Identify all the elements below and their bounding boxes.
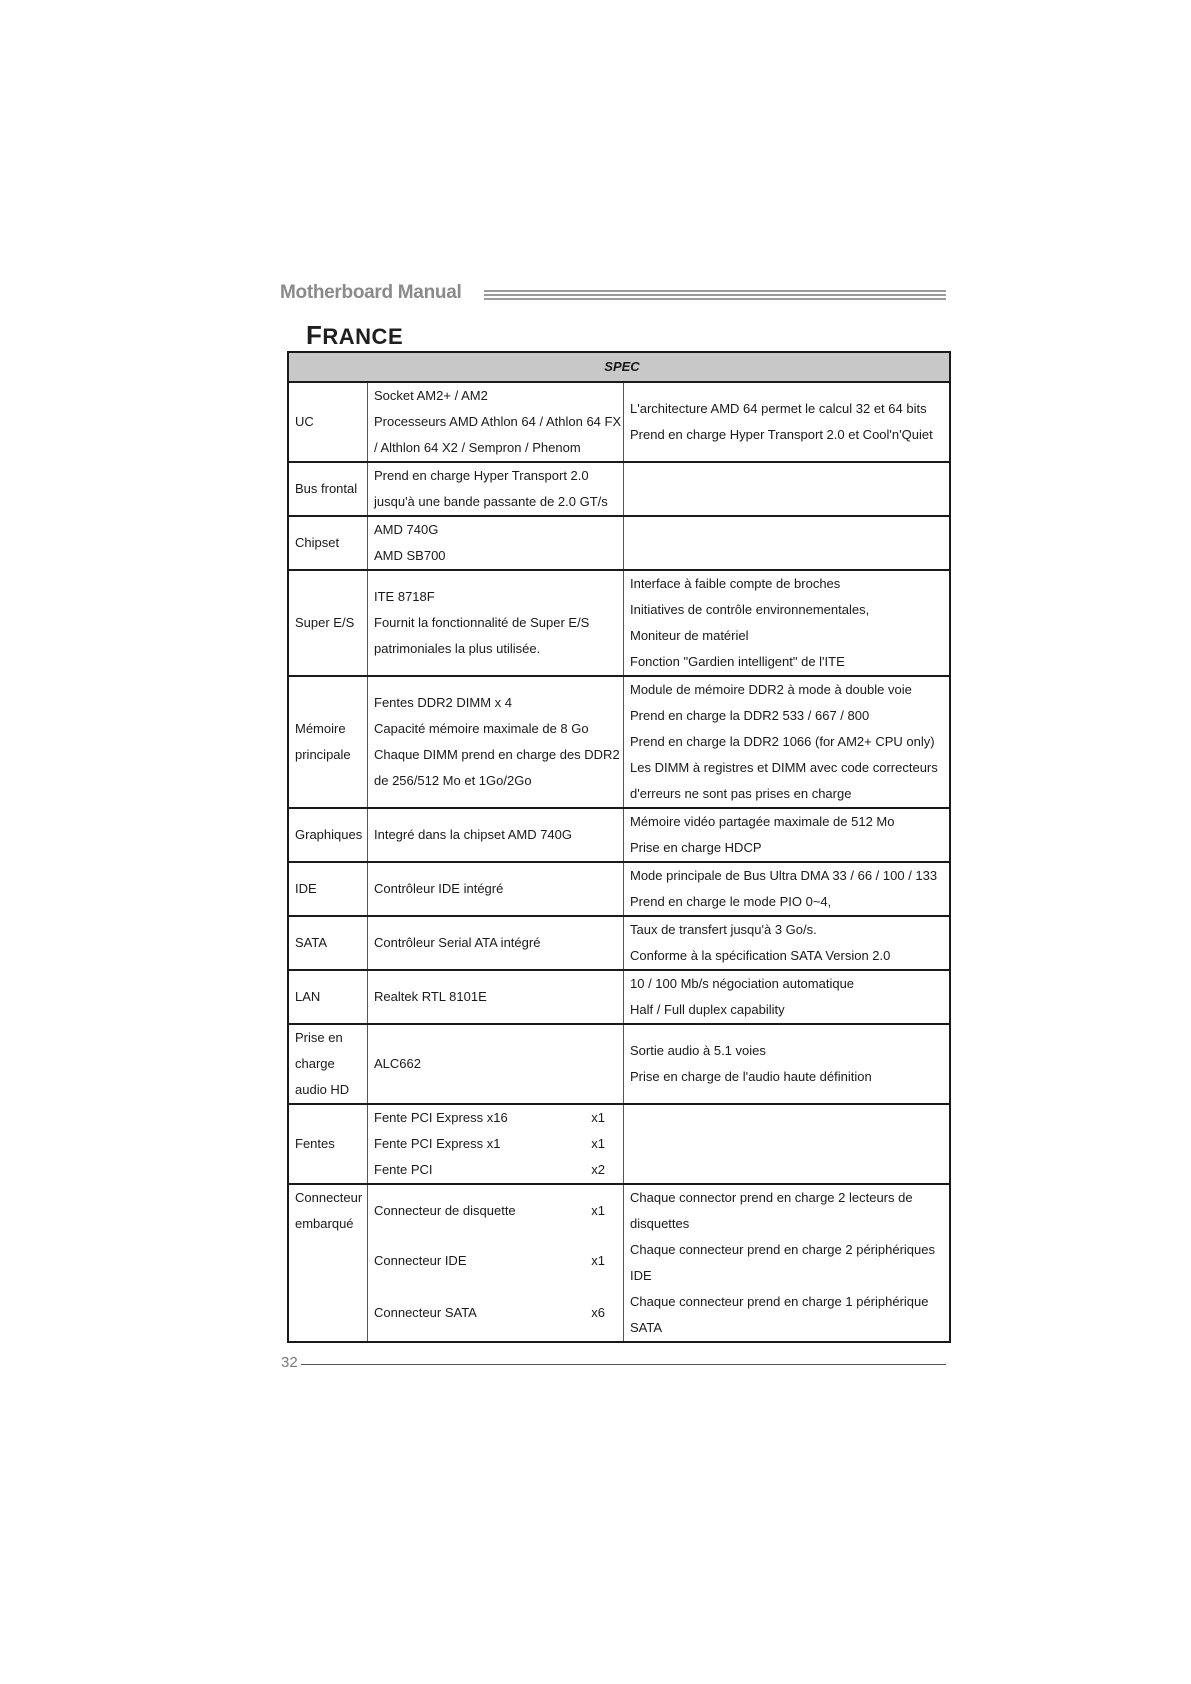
slot-qty: x1 (591, 1110, 605, 1125)
spec-feature-line: Prend en charge le mode PIO 0~4, (630, 894, 832, 909)
spec-value-line: Prend en charge Hyper Transport 2.0 (374, 468, 589, 483)
spec-row (288, 516, 950, 570)
spec-value-line: jusqu'à une bande passante de 2.0 GT/s (374, 494, 608, 509)
slot-name: Fente PCI (374, 1162, 433, 1177)
connector-qty: x1 (591, 1253, 605, 1268)
spec-value-line: AMD 740G (374, 522, 439, 537)
spec-value (368, 1104, 624, 1184)
spec-feature-line: disquettes (630, 1216, 690, 1231)
spec-value-line: Realtek RTL 8101E (374, 989, 487, 1004)
spec-label-line: Chipset (295, 535, 340, 550)
spec-row (288, 916, 950, 970)
spec-label (288, 970, 368, 1024)
spec-feature-line: 10 / 100 Mb/s négociation automatique (630, 976, 855, 991)
spec-row-connectors (288, 1184, 950, 1342)
spec-feature (624, 970, 951, 1024)
connector-item (374, 1235, 623, 1287)
spec-label-line: audio HD (295, 1082, 350, 1097)
spec-feature-line: Chaque connector prend en charge 2 lecteurs de (630, 1190, 913, 1205)
spec-row (288, 1024, 950, 1104)
spec-feature (624, 1104, 951, 1184)
connector-qty: x1 (591, 1203, 605, 1218)
spec-value-line: Socket AM2+ / AM2 (374, 388, 488, 403)
spec-table (287, 351, 951, 1343)
spec-label-line: Prise en (295, 1030, 343, 1045)
spec-value (368, 462, 624, 516)
slot-item (374, 1105, 623, 1131)
spec-feature-line: IDE (630, 1268, 652, 1283)
spec-feature-line: Chaque connecteur prend en charge 2 périphériques (630, 1242, 935, 1257)
spec-row-slots (288, 1104, 950, 1184)
spec-label (288, 862, 368, 916)
spec-feature-line: Les DIMM à registres et DIMM avec code correcteurs (630, 760, 938, 775)
spec-feature-line: Prise en charge de l'audio haute définition (630, 1069, 872, 1084)
spec-label-line: Super E/S (295, 615, 355, 630)
spec-label (288, 1184, 368, 1342)
spec-feature-line: Fonction "Gardien intelligent" de l'ITE (630, 654, 845, 669)
spec-feature (624, 808, 951, 862)
spec-feature (624, 1024, 951, 1104)
slot-qty: x1 (591, 1136, 605, 1151)
connector-name: Connecteur SATA (374, 1305, 477, 1320)
spec-label-line: Fentes (295, 1136, 335, 1151)
spec-value-line: ALC662 (374, 1056, 421, 1071)
spec-value-line: Contrôleur Serial ATA intégré (374, 935, 541, 950)
spec-feature-line: Mode principale de Bus Ultra DMA 33 / 66 / 100 / 133 (630, 868, 938, 883)
spec-label-line: Mémoire (295, 721, 346, 736)
spec-value (368, 382, 624, 462)
spec-feature-line: Chaque connecteur prend en charge 1 périphérique (630, 1294, 929, 1309)
spec-value (368, 862, 624, 916)
spec-value-line: Processeurs AMD Athlon 64 / Athlon 64 FX (374, 414, 622, 429)
spec-row (288, 570, 950, 676)
spec-label (288, 1024, 368, 1104)
slot-item (374, 1131, 623, 1157)
spec-value (368, 570, 624, 676)
connector-feature (630, 1289, 949, 1341)
spec-label-line: Bus frontal (295, 481, 358, 496)
spec-feature-line: Moniteur de matériel (630, 628, 749, 643)
spec-value-line: / Althlon 64 X2 / Sempron / Phenom (374, 440, 581, 455)
connector-item (374, 1287, 623, 1339)
spec-value (368, 1184, 624, 1342)
spec-value-line: AMD SB700 (374, 548, 446, 563)
spec-value-line: Fournit la fonctionnalité de Super E/S (374, 615, 590, 630)
spec-feature-line: L'architecture AMD 64 permet le calcul 32 et 64 bits (630, 401, 927, 416)
spec-value-line: Capacité mémoire maximale de 8 Go (374, 721, 589, 736)
spec-row (288, 862, 950, 916)
spec-label (288, 516, 368, 570)
spec-feature-line: Prend en charge la DDR2 533 / 667 / 800 (630, 708, 870, 723)
spec-label-line: Connecteur (295, 1190, 363, 1205)
footer-rule (301, 1364, 946, 1365)
connector-qty: x6 (591, 1305, 605, 1320)
spec-row (288, 462, 950, 516)
spec-value-line: ITE 8718F (374, 589, 435, 604)
header-rule (484, 290, 946, 302)
slot-item (374, 1157, 623, 1183)
spec-value-line: de 256/512 Mo et 1Go/2Go (374, 773, 532, 788)
page-footer (281, 1354, 946, 1374)
spec-feature (624, 862, 951, 916)
connector-feature (630, 1185, 949, 1237)
spec-value-line: Contrôleur IDE intégré (374, 881, 504, 896)
section-title: FRANCE (306, 320, 404, 350)
spec-label-line: embarqué (295, 1216, 354, 1231)
spec-label (288, 1104, 368, 1184)
spec-heading: SPEC (288, 352, 950, 382)
spec-label (288, 382, 368, 462)
spec-feature (624, 916, 951, 970)
spec-feature-line: d'erreurs ne sont pas prises en charge (630, 786, 852, 801)
spec-feature (624, 1184, 951, 1342)
spec-value (368, 916, 624, 970)
spec-feature-line: Prise en charge HDCP (630, 840, 762, 855)
spec-feature-line: Prend en charge Hyper Transport 2.0 et Cool'n'Quiet (630, 427, 933, 442)
spec-feature-line: Taux de transfert jusqu'à 3 Go/s. (630, 922, 817, 937)
slot-name: Fente PCI Express x16 (374, 1110, 508, 1125)
spec-label-line: SATA (295, 935, 328, 950)
spec-label-line: charge (295, 1056, 335, 1071)
spec-feature-line: Interface à faible compte de broches (630, 576, 841, 591)
connector-item (374, 1187, 623, 1235)
slot-name: Fente PCI Express x1 (374, 1136, 501, 1151)
spec-label (288, 808, 368, 862)
spec-label-line: UC (295, 414, 314, 429)
spec-value (368, 808, 624, 862)
spec-label (288, 676, 368, 808)
spec-feature (624, 570, 951, 676)
spec-feature-line: Module de mémoire DDR2 à mode à double voie (630, 682, 912, 697)
spec-label-line: Graphiques (295, 827, 363, 842)
spec-value-line: Fentes DDR2 DIMM x 4 (374, 695, 512, 710)
spec-label (288, 570, 368, 676)
spec-label (288, 916, 368, 970)
spec-feature-line: Sortie audio à 5.1 voies (630, 1043, 766, 1058)
spec-row (288, 382, 950, 462)
spec-label-line: LAN (295, 989, 321, 1004)
spec-label-line: principale (295, 747, 351, 762)
connector-name: Connecteur de disquette (374, 1203, 516, 1218)
spec-label (288, 462, 368, 516)
page-number: 32 (281, 1354, 298, 1371)
spec-value-line: patrimoniales la plus utilisée. (374, 641, 541, 656)
spec-feature (624, 462, 951, 516)
spec-value-line: Integré dans la chipset AMD 740G (374, 827, 573, 842)
slot-qty: x2 (591, 1162, 605, 1177)
spec-value-line: Chaque DIMM prend en charge des DDR2 (374, 747, 620, 762)
spec-feature (624, 382, 951, 462)
spec-value (368, 676, 624, 808)
spec-feature-line: Initiatives de contrôle environnementales, (630, 602, 870, 617)
page-header (280, 282, 946, 308)
spec-value (368, 1024, 624, 1104)
spec-row (288, 676, 950, 808)
spec-feature (624, 676, 951, 808)
spec-feature-line: Mémoire vidéo partagée maximale de 512 Mo (630, 814, 895, 829)
spec-feature-line: Conforme à la spécification SATA Version 2.0 (630, 948, 891, 963)
spec-value (368, 516, 624, 570)
connector-feature (630, 1237, 949, 1289)
manual-title: Motherboard Manual (280, 282, 462, 303)
spec-feature-line: SATA (630, 1320, 663, 1335)
spec-value (368, 970, 624, 1024)
spec-feature (624, 516, 951, 570)
spec-row (288, 970, 950, 1024)
spec-row (288, 808, 950, 862)
spec-feature-line: Prend en charge la DDR2 1066 (for AM2+ CPU only) (630, 734, 935, 749)
spec-feature-line: Half / Full duplex capability (630, 1002, 785, 1017)
spec-label-line: IDE (295, 881, 317, 896)
connector-name: Connecteur IDE (374, 1253, 467, 1268)
